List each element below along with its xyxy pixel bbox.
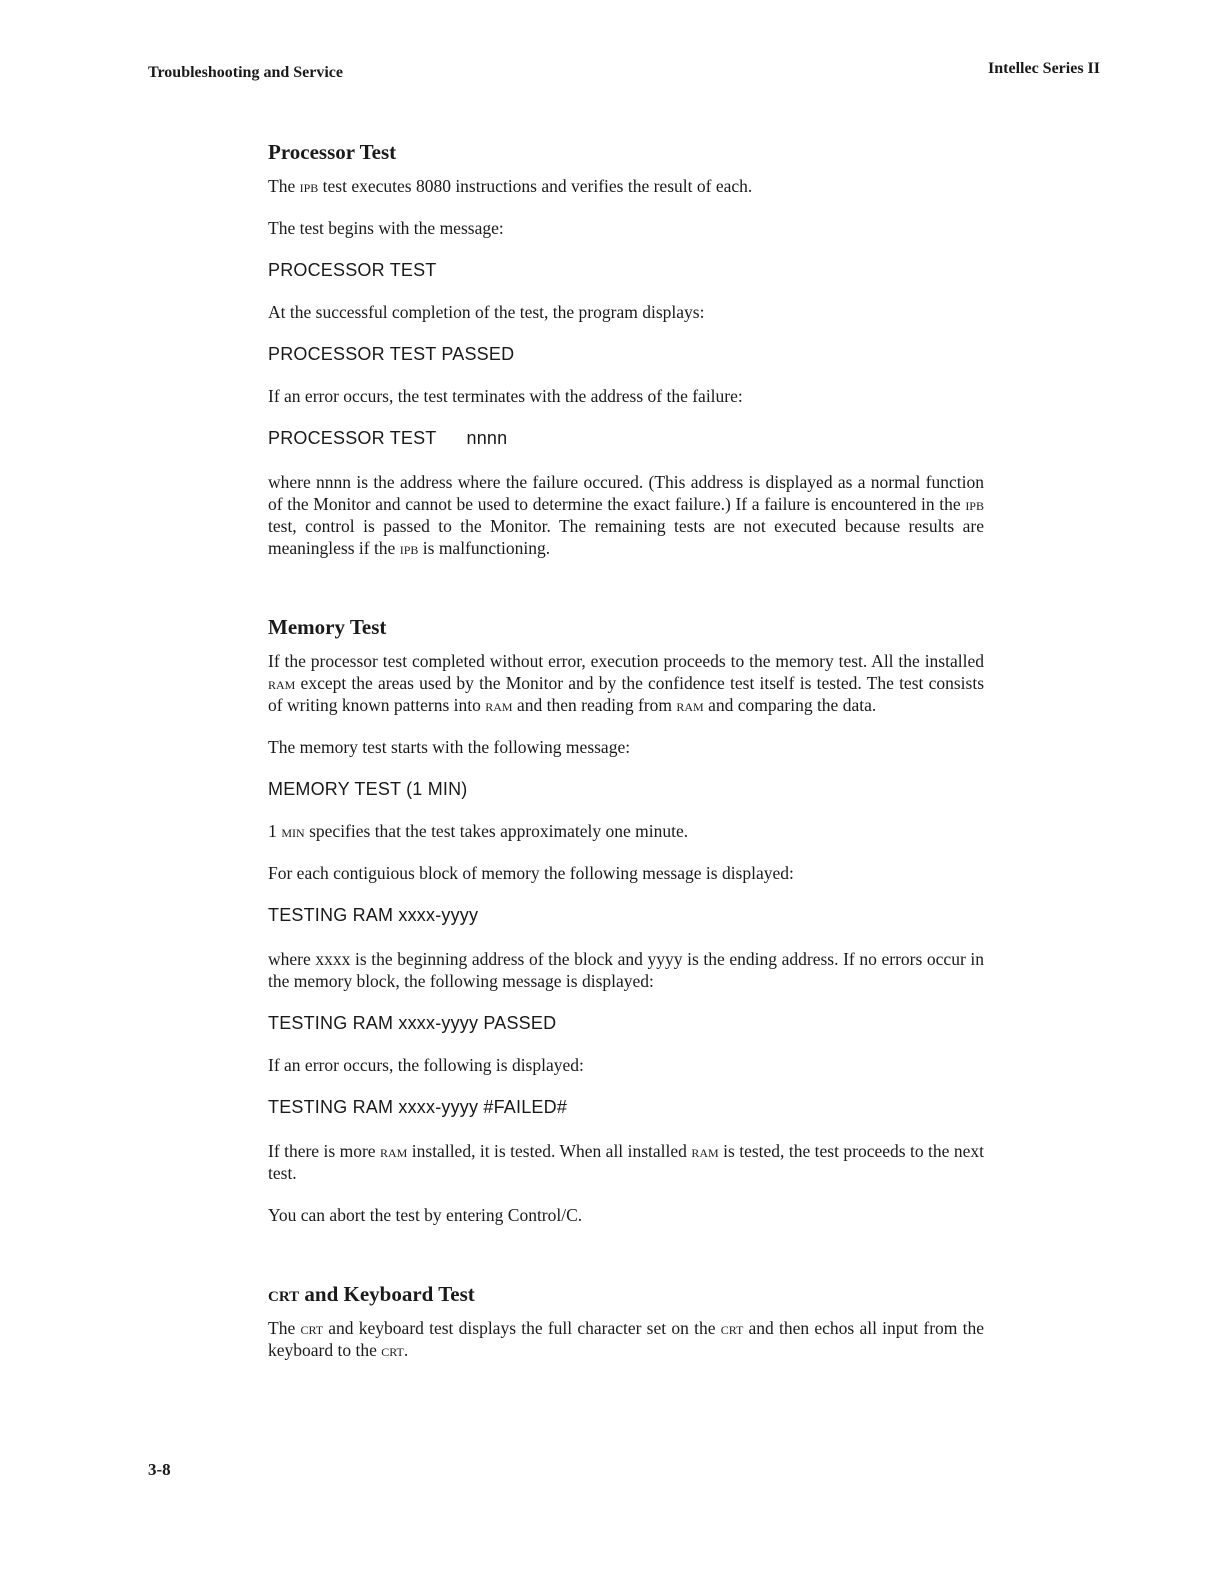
page-number: 3-8 (148, 1460, 171, 1479)
running-header-left: Troubleshooting and Service (148, 64, 343, 81)
memory-message-start: MEMORY TEST (1 MIN) (268, 779, 468, 799)
processor-paragraph-1: The ipb test executes 8080 instructions and verifies the result of each. (268, 176, 753, 196)
processor-message-start: PROCESSOR TEST (268, 260, 437, 280)
processor-message-passed: PROCESSOR TEST PASSED (268, 344, 515, 364)
memory-paragraph-1: If the processor test completed without error, execution proceeds to the memory test. All the installed ram except the areas used by the Monitor and by the confidence test itself is tested. The test consists of writing known patterns into ram and then reading from ram and comparing the data. (268, 651, 984, 715)
processor-message-failure: PROCESSOR TEST nnnn (268, 428, 508, 448)
crt-paragraph-1: The crt and keyboard test displays the full character set on the crt and then echos all input from the keyboard to the crt. (268, 1318, 984, 1360)
processor-paragraph-5: where nnnn is the address where the failure occured. (This address is displayed as a normal function of the Monitor and cannot be used to determine the exact failure.) If a failure is encountered in the ipb test, control is passed to the Monitor. The remaining tests are not executed because results are meaningless if the ipb is malfunctioning. (268, 472, 984, 558)
memory-message-passed: TESTING RAM xxxx-yyyy PASSED (268, 1013, 557, 1033)
memory-paragraph-3: 1 min specifies that the test takes approximately one minute. (268, 821, 689, 841)
crt-test-heading: crt and Keyboard Test (268, 1282, 475, 1306)
running-header-right: Intellec Series II (988, 60, 1100, 77)
memory-test-heading: Memory Test (268, 615, 387, 639)
processor-paragraph-2: The test begins with the message: (268, 218, 504, 238)
memory-paragraph-7: If there is more ram installed, it is tested. When all installed ram is tested, the test proceeds to the next test. (268, 1141, 984, 1183)
processor-paragraph-4: If an error occurs, the test terminates with the address of the failure: (268, 386, 743, 406)
memory-paragraph-4: For each contiguious block of memory the following message is displayed: (268, 863, 794, 883)
page-content (268, 140, 984, 1361)
memory-paragraph-2: The memory test starts with the following message: (268, 737, 631, 757)
memory-message-testing: TESTING RAM xxxx-yyyy (268, 905, 479, 925)
memory-paragraph-8: You can abort the test by entering Control/C. (268, 1205, 583, 1225)
processor-test-heading: Processor Test (268, 140, 397, 164)
memory-paragraph-6: If an error occurs, the following is displayed: (268, 1055, 584, 1075)
memory-message-failed: TESTING RAM xxxx-yyyy #FAILED# (268, 1097, 568, 1117)
memory-paragraph-5: where xxxx is the beginning address of the block and yyyy is the ending address. If no errors occur in the memory block, the following message is displayed: (268, 949, 984, 991)
processor-paragraph-3: At the successful completion of the test, the program displays: (268, 302, 705, 322)
